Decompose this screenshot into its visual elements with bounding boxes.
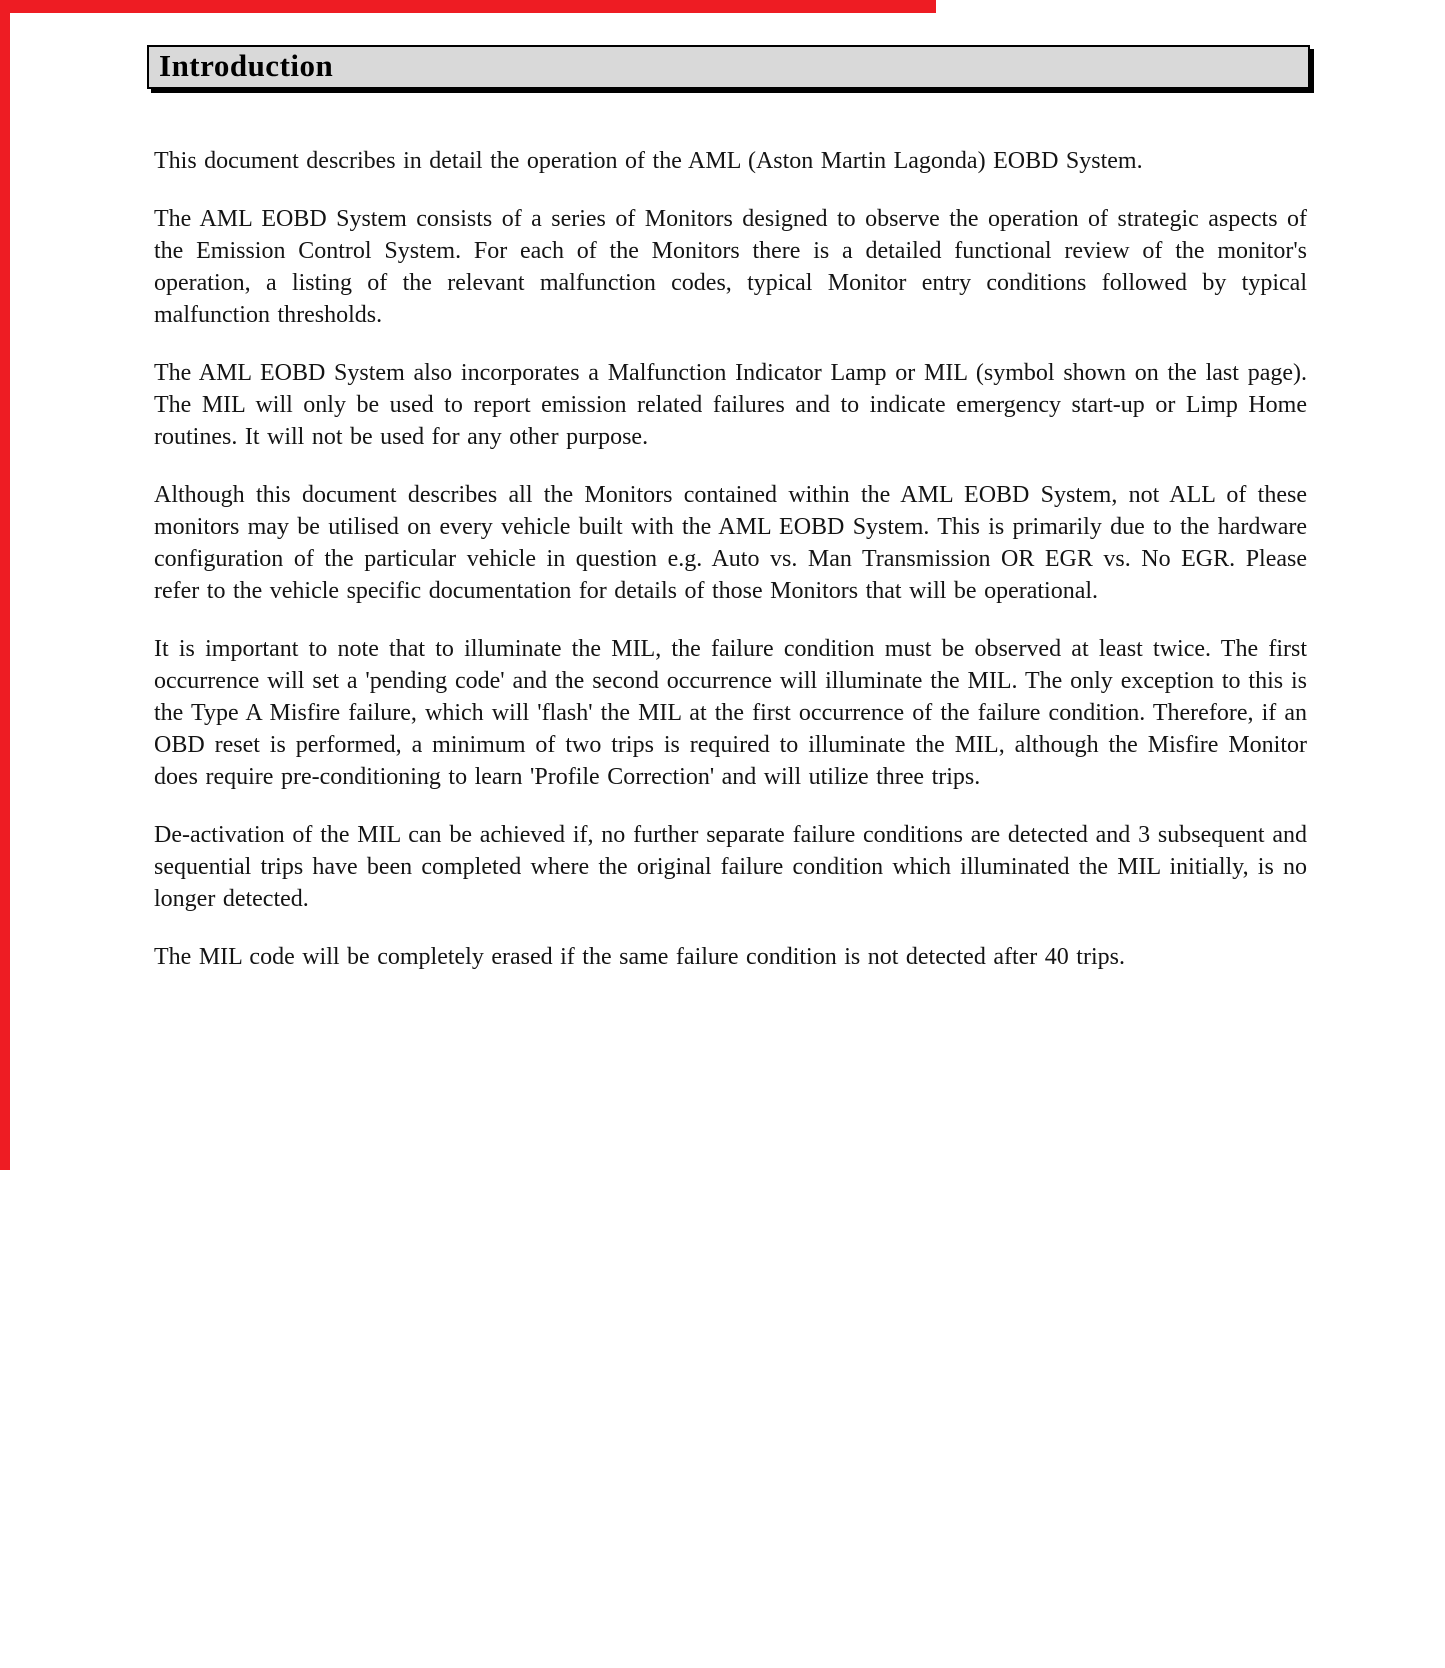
paragraph-monitors-overview: The AML EOBD System consists of a series of Monitors designed to observe the operation of strategic aspects of the Emission Control System. For each of the Monitors there is a detailed functional review of the monitor's operation, a listing of the relevant malfunction codes, typical Monitor entry conditions followed by typical malfunction thresholds.: [154, 206, 1307, 329]
document-body: [147, 145, 1310, 973]
paragraph-monitor-availability: Although this document describes all the Monitors contained within the AML EOBD System, not ALL of these monitors may be utilised on every vehicle built with the AML EOBD System. This is primarily due to the hardware configuration of the particular vehicle in question e.g. Auto vs. Man Transmission OR EGR vs. No EGR. Please refer to the vehicle specific documentation for details of those Monitors that will be operational.: [154, 482, 1307, 605]
paragraph-mil-illumination: It is important to note that to illuminate the MIL, the failure condition must be observed at least twice. The first occurrence will set a 'pending code' and the second occurrence will illuminate the MIL. The only exception to this is the Type A Misfire failure, which will 'flash' the MIL at the first occurrence of the failure condition. Therefore, if an OBD reset is performed, a minimum of two trips is required to illuminate the MIL, although the Misfire Monitor does require pre-conditioning to learn 'Profile Correction' and will utilize three trips.: [154, 636, 1307, 791]
paragraph-mil-lamp: The AML EOBD System also incorporates a Malfunction Indicator Lamp or MIL (symbol shown on the last page). The MIL will only be used to report emission related failures and to indicate emergency start-up or Limp Home routines. It will not be used for any other purpose.: [154, 360, 1307, 451]
section-heading-title: Introduction: [159, 48, 334, 83]
scan-artifact-left: [0, 0, 10, 1170]
paragraph-intro-summary: This document describes in detail the operation of the AML (Aston Martin Lagonda) EOBD System.: [154, 148, 1143, 175]
scan-artifact-top: [0, 0, 936, 13]
paragraph-mil-deactivation: De-activation of the MIL can be achieved if, no further separate failure conditions are detected and 3 subsequent and sequential trips have been completed where the original failure condition which illuminated the MIL initially, is no longer detected.: [154, 822, 1307, 913]
page-content: [147, 45, 1310, 973]
paragraph-mil-code-erase: The MIL code will be completely erased if the same failure condition is not detected after 40 trips.: [154, 944, 1125, 971]
section-heading-box: [147, 45, 1310, 89]
